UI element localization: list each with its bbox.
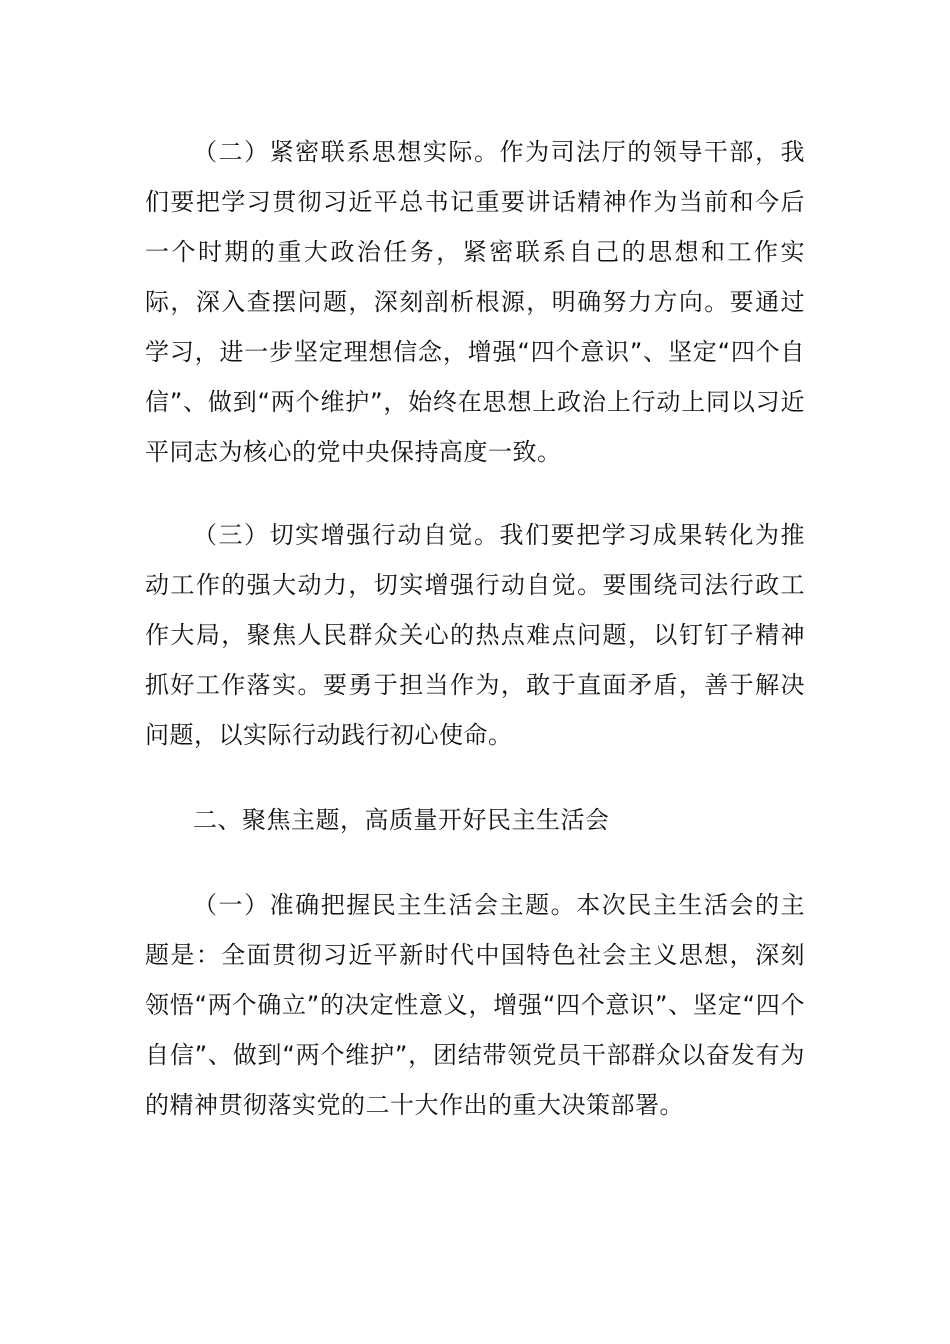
- paragraph-action-awareness: （三）切实增强行动自觉。我们要把学习成果转化为推动工作的强大动力，切实增强行动自觉。要围绕司法行政工作大局，聚焦人民群众关心的热点难点问题，以钉钉子精神抓好工作落实。要勇于担当作为，敢于直面矛盾，善于解决问题，以实际行动践行初心使命。: [145, 521, 805, 749]
- paragraph-close-connection: （二）紧密联系思想实际。作为司法厅的领导干部，我们要把学习贯彻习近平总书记重要讲话精神作为当前和今后一个时期的重大政治任务，紧密联系自己的思想和工作实际，深入查摆问题，深刻剖析根源，明确努力方向。要通过学习，进一步坚定理想信念，增强“四个意识”、坚定“四个自信”、做到“两个维护”，始终在思想上政治上行动上同以习近平同志为核心的党中央保持高度一致。: [145, 138, 805, 466]
- paragraph-meeting-theme: （一）准确把握民主生活会主题。本次民主生活会的主题是：全面贯彻习近平新时代中国特色社会主义思想，深刻领悟“两个确立”的决定性意义，增强“四个意识”、坚定“四个自信”、做到“两个维护”，团结带领党员干部群众以奋发有为的精神贯彻落实党的二十大作出的重大决策部署。: [145, 891, 805, 1119]
- section-heading: 二、聚焦主题，高质量开好民主生活会: [193, 806, 610, 834]
